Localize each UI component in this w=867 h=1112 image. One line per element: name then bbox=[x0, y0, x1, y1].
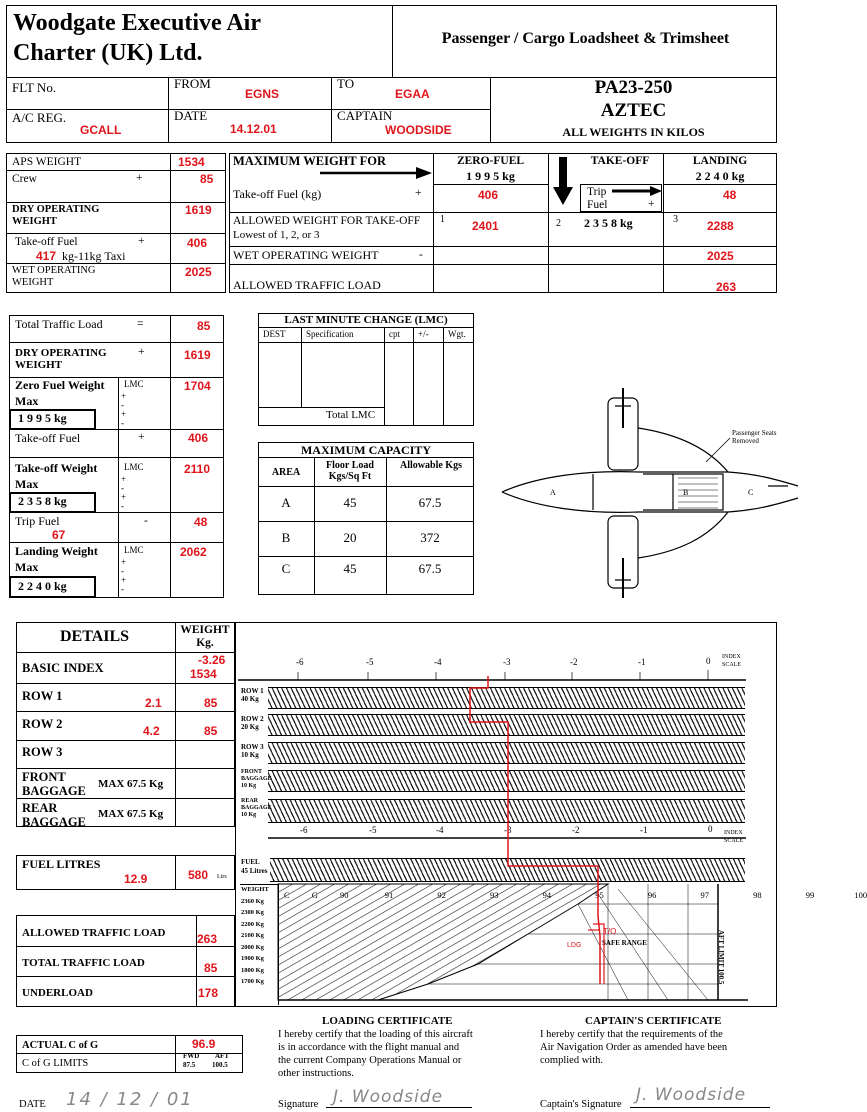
wow-label: WET OPERATING WEIGHT bbox=[12, 265, 96, 288]
row1-label: ROW 1 bbox=[22, 689, 63, 703]
weight-header: WEIGHT Kg. bbox=[180, 624, 230, 649]
row1-weight: 85 bbox=[204, 696, 218, 710]
captain-cert-title: CAPTAIN'S CERTIFICATE bbox=[585, 1015, 722, 1027]
diagram-note: Passenger Seats Removed bbox=[732, 429, 777, 445]
trip-label: Trip bbox=[587, 186, 607, 198]
zfw-max: 1 9 9 5 kg bbox=[18, 411, 67, 425]
tow-label: Take-off Weight bbox=[15, 461, 98, 475]
arrow-down-icon bbox=[553, 157, 573, 205]
captain-signature: J. Woodside bbox=[636, 1085, 747, 1105]
tof-value: 406 bbox=[187, 236, 208, 250]
to-label: TAKE-OFF bbox=[590, 155, 650, 167]
aps-label: APS WEIGHT bbox=[12, 156, 82, 168]
fuel-litres-label: FUEL LITRES bbox=[22, 857, 101, 871]
crew-value: 85 bbox=[200, 172, 214, 186]
units-note: ALL WEIGHTS IN KILOS bbox=[562, 125, 705, 139]
date-value: 14.12.01 bbox=[230, 122, 277, 136]
fuel-litres-value: 580 bbox=[188, 868, 209, 882]
arrow-right-icon bbox=[320, 166, 432, 180]
loading-cert-text: I hereby certify that the loading of this aircraft is in accordance with the flight manual and the current Company Operations Manual or other instructions. bbox=[278, 1029, 473, 1079]
row2-index: 4.2 bbox=[143, 724, 160, 738]
row3-label: ROW 3 bbox=[22, 745, 63, 759]
aircraft-model: AZTEC bbox=[600, 100, 667, 121]
atl-label-2: ALLOWED TRAFFIC LOAD bbox=[22, 927, 166, 939]
aft-limit-label: AFT LIMIT 100.5 bbox=[717, 930, 725, 985]
allowed-3: 2288 bbox=[707, 219, 734, 233]
tow-value: 2110 bbox=[184, 462, 211, 476]
to-value: EGAA bbox=[395, 87, 430, 101]
trip-value: 48 bbox=[723, 188, 737, 202]
wow2-value: 2025 bbox=[707, 249, 734, 263]
trip-label-2: Trip Fuel bbox=[15, 514, 60, 528]
capacity-title: MAXIMUM CAPACITY bbox=[300, 443, 432, 457]
tow-max: 2 3 5 8 kg bbox=[18, 494, 67, 508]
front-baggage-max: MAX 67.5 Kg bbox=[98, 778, 164, 790]
dow-label: DRY OPERATING WEIGHT bbox=[12, 204, 100, 227]
dow-value: 1619 bbox=[185, 203, 212, 217]
tofuel-value: 406 bbox=[478, 188, 499, 202]
trip-hand: 67 bbox=[52, 528, 66, 542]
footer-date-label: DATE bbox=[19, 1099, 46, 1110]
dow-value-2: 1619 bbox=[184, 348, 211, 362]
trip-arrow-icon bbox=[612, 186, 662, 196]
signature: J. Woodside bbox=[333, 1087, 444, 1107]
basic-weight-value: 1534 bbox=[190, 667, 217, 681]
actual-cg-label: ACTUAL C of G bbox=[22, 1040, 99, 1051]
captain-label: CAPTAIN bbox=[337, 108, 393, 123]
aircraft-type: PA23-250 bbox=[594, 77, 673, 98]
allowed-2: 2 3 5 8 kg bbox=[584, 216, 633, 230]
flt-label: FLT No. bbox=[12, 80, 57, 95]
tof-label-2: Take-off Fuel bbox=[15, 431, 81, 445]
row2-label: ROW 2 bbox=[22, 717, 63, 731]
ld-label: LANDING bbox=[692, 155, 748, 167]
rear-baggage-label: REAR BAGGAGE bbox=[22, 801, 86, 829]
wow2-label: WET OPERATING WEIGHT bbox=[233, 248, 379, 262]
ld-value: 2 2 4 0 kg bbox=[695, 169, 745, 183]
allowed-1: 2401 bbox=[472, 219, 499, 233]
trim-trace bbox=[238, 676, 638, 1006]
row2-weight: 85 bbox=[204, 724, 218, 738]
ttl-value-2: 85 bbox=[204, 961, 218, 975]
underload-value: 178 bbox=[198, 986, 219, 1000]
rear-baggage-max: MAX 67.5 Kg bbox=[98, 808, 164, 820]
acreg-label: A/C REG. bbox=[12, 110, 67, 125]
ldg-mark: LDG bbox=[567, 942, 582, 949]
zfw-label: Zero Fuel Weight bbox=[15, 378, 105, 392]
tof-value-2: 406 bbox=[188, 431, 209, 445]
aps-value: 1534 bbox=[178, 155, 205, 169]
lw-max: 2 2 4 0 kg bbox=[18, 579, 67, 593]
signature-label: Signature bbox=[278, 1099, 319, 1110]
captain-cert-text: I hereby certify that the requirements of the Air Navigation Order as amended have been complied with. bbox=[540, 1029, 728, 1066]
aircraft-diagram bbox=[498, 388, 800, 598]
fuel-litres-index: 12.9 bbox=[124, 872, 148, 886]
tof-label: Take-off Fuel bbox=[15, 236, 78, 248]
to-label: TO bbox=[337, 76, 355, 91]
safe-range-label: SAFE RANGE bbox=[602, 939, 647, 947]
basic-index-value: -3.26 bbox=[198, 653, 226, 667]
from-label: FROM bbox=[174, 76, 211, 91]
captain-value: WOODSIDE bbox=[385, 123, 452, 137]
atl-value-2: 263 bbox=[197, 932, 218, 946]
details-title: DETAILS bbox=[60, 628, 130, 645]
loading-cert-title: LOADING CERTIFICATE bbox=[322, 1015, 453, 1027]
ttl-value: 85 bbox=[197, 319, 211, 333]
row1-index: 2.1 bbox=[145, 696, 162, 710]
crew-label: Crew bbox=[12, 173, 37, 185]
lmc-total: Total LMC bbox=[326, 409, 376, 421]
underload-label: UNDERLOAD bbox=[22, 987, 93, 999]
trip-value-2: 48 bbox=[194, 515, 208, 529]
zf-value: 1 9 9 5 kg bbox=[466, 169, 515, 183]
lw-value: 2062 bbox=[180, 545, 207, 559]
maxweight-title: MAXIMUM WEIGHT FOR bbox=[233, 154, 387, 168]
taxi-text: kg-11kg Taxi bbox=[62, 249, 126, 263]
cg-limits-label: C of G LIMITS bbox=[22, 1058, 89, 1069]
footer-date-hand: 14 / 12 / 01 bbox=[66, 1089, 194, 1110]
basic-index-label: BASIC INDEX bbox=[22, 661, 104, 675]
from-value: EGNS bbox=[245, 87, 280, 101]
to-mark: T/O bbox=[603, 927, 617, 936]
atl-label: ALLOWED TRAFFIC LOAD bbox=[233, 278, 381, 292]
captain-sig-label: Captain's Signature bbox=[540, 1099, 622, 1110]
front-baggage-label: FRONT BAGGAGE bbox=[22, 770, 86, 798]
company-name: Woodgate Executive Air Charter (UK) Ltd. bbox=[13, 10, 261, 66]
ttl-label: Total Traffic Load bbox=[15, 317, 103, 331]
atl-value: 263 bbox=[716, 280, 737, 294]
zf-label: ZERO-FUEL bbox=[456, 155, 525, 167]
allowed-label: ALLOWED WEIGHT FOR TAKE-OFF bbox=[233, 215, 421, 227]
form-title: Passenger / Cargo Loadsheet & Trimsheet bbox=[441, 30, 730, 47]
taxi-value: 417 bbox=[36, 249, 57, 263]
lw-label: Landing Weight bbox=[15, 544, 98, 558]
dow-label-2: DRY OPERATING WEIGHT bbox=[15, 347, 107, 372]
ttl-label-2: TOTAL TRAFFIC LOAD bbox=[22, 957, 145, 969]
lmc-title: LAST MINUTE CHANGE (LMC) bbox=[284, 314, 448, 326]
lowest-label: Lowest of 1, 2, or 3 bbox=[233, 229, 320, 241]
date-label: DATE bbox=[174, 108, 208, 123]
tofuel-label: Take-off Fuel (kg) bbox=[233, 187, 322, 201]
actual-cg-value: 96.9 bbox=[192, 1037, 216, 1051]
acreg-value: GCALL bbox=[80, 123, 122, 137]
fuel-label: Fuel bbox=[587, 199, 608, 211]
wow-value: 2025 bbox=[185, 265, 212, 279]
zfw-value: 1704 bbox=[184, 379, 211, 393]
